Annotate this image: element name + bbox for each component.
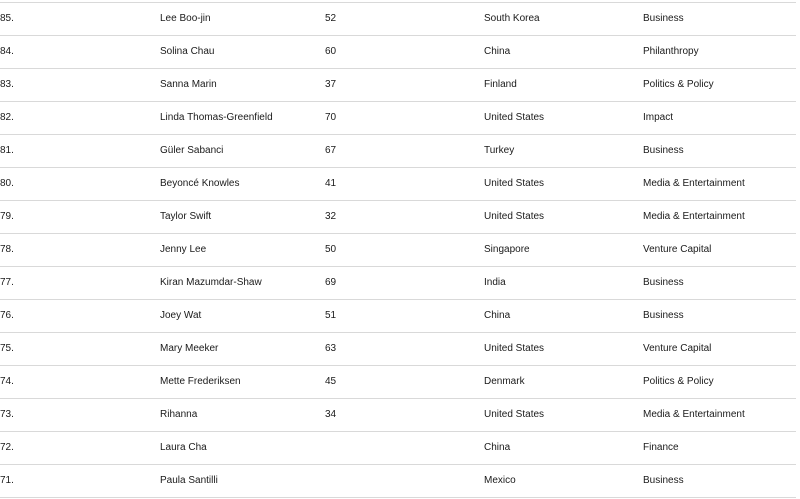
- country-cell: South Korea: [484, 13, 540, 24]
- name-cell: Mary Meeker: [160, 343, 219, 354]
- name-cell: Solina Chau: [160, 46, 215, 57]
- age-cell: 34: [325, 409, 337, 420]
- age-cell: 37: [325, 79, 337, 90]
- table-row: [0, 168, 796, 201]
- category-cell: Media & Entertainment: [643, 178, 745, 189]
- rank-cell: 85.: [0, 13, 14, 24]
- name-cell: Lee Boo-jin: [160, 13, 211, 24]
- name-cell: Rihanna: [160, 409, 198, 420]
- table-row: [0, 69, 796, 102]
- category-cell: Business: [643, 475, 684, 486]
- table-row: [0, 399, 796, 432]
- age-cell: 32: [325, 211, 337, 222]
- age-cell: 45: [325, 376, 337, 387]
- country-cell: India: [484, 277, 506, 288]
- rank-cell: 78.: [0, 244, 14, 255]
- name-cell: Laura Cha: [160, 442, 207, 453]
- rank-cell: 81.: [0, 145, 14, 156]
- age-cell: 63: [325, 343, 337, 354]
- rank-cell: 84.: [0, 46, 14, 57]
- table-row: [0, 267, 796, 300]
- country-cell: Mexico: [484, 475, 516, 486]
- table-row: [0, 333, 796, 366]
- country-cell: United States: [484, 178, 545, 189]
- rank-cell: 71.: [0, 475, 14, 486]
- country-cell: China: [484, 442, 511, 453]
- category-cell: Finance: [643, 442, 679, 453]
- name-cell: Taylor Swift: [160, 211, 212, 222]
- rank-cell: 77.: [0, 277, 14, 288]
- age-cell: 69: [325, 277, 337, 288]
- table-row: [0, 135, 796, 168]
- age-cell: 50: [325, 244, 337, 255]
- country-cell: United States: [484, 112, 545, 123]
- category-cell: Business: [643, 13, 684, 24]
- age-cell: 60: [325, 46, 337, 57]
- table-row: [0, 102, 796, 135]
- table-row: [0, 432, 796, 465]
- name-cell: Paula Santilli: [160, 475, 218, 486]
- category-cell: Impact: [643, 112, 674, 123]
- rank-cell: 80.: [0, 178, 14, 189]
- category-cell: Media & Entertainment: [643, 211, 745, 222]
- category-cell: Business: [643, 310, 684, 321]
- name-cell: Güler Sabanci: [160, 145, 224, 156]
- rank-cell: 76.: [0, 310, 14, 321]
- country-cell: United States: [484, 211, 545, 222]
- category-cell: Politics & Policy: [643, 79, 714, 90]
- country-cell: Denmark: [484, 376, 525, 387]
- name-cell: Sanna Marin: [160, 79, 217, 90]
- rank-cell: 79.: [0, 211, 14, 222]
- name-cell: Kiran Mazumdar-Shaw: [160, 277, 262, 288]
- country-cell: Finland: [484, 79, 517, 90]
- category-cell: Business: [643, 145, 684, 156]
- age-cell: 70: [325, 112, 337, 123]
- name-cell: Joey Wat: [160, 310, 202, 321]
- table-row: [0, 201, 796, 234]
- country-cell: United States: [484, 343, 545, 354]
- name-cell: Jenny Lee: [160, 244, 207, 255]
- table-row: [0, 465, 796, 498]
- age-cell: 41: [325, 178, 337, 189]
- category-cell: Philanthropy: [643, 46, 699, 57]
- category-cell: Politics & Policy: [643, 376, 714, 387]
- category-cell: Media & Entertainment: [643, 409, 745, 420]
- name-cell: Linda Thomas-Greenfield: [160, 112, 273, 123]
- country-cell: China: [484, 46, 511, 57]
- age-cell: 52: [325, 13, 337, 24]
- table-row: [0, 234, 796, 267]
- category-cell: Venture Capital: [643, 343, 712, 354]
- name-cell: Mette Frederiksen: [160, 376, 241, 387]
- name-cell: Beyoncé Knowles: [160, 178, 240, 189]
- rank-cell: 72.: [0, 442, 14, 453]
- rank-cell: 83.: [0, 79, 14, 90]
- country-cell: Singapore: [484, 244, 530, 255]
- age-cell: 67: [325, 145, 337, 156]
- rank-cell: 74.: [0, 376, 14, 387]
- category-cell: Business: [643, 277, 684, 288]
- rank-cell: 75.: [0, 343, 14, 354]
- table-row: [0, 366, 796, 399]
- country-cell: China: [484, 310, 511, 321]
- country-cell: Turkey: [484, 145, 515, 156]
- rank-cell: 73.: [0, 409, 14, 420]
- table-row: [0, 36, 796, 69]
- age-cell: 51: [325, 310, 337, 321]
- rank-cell: 82.: [0, 112, 14, 123]
- table-row: [0, 300, 796, 333]
- category-cell: Venture Capital: [643, 244, 712, 255]
- country-cell: United States: [484, 409, 545, 420]
- table-row: [0, 3, 796, 36]
